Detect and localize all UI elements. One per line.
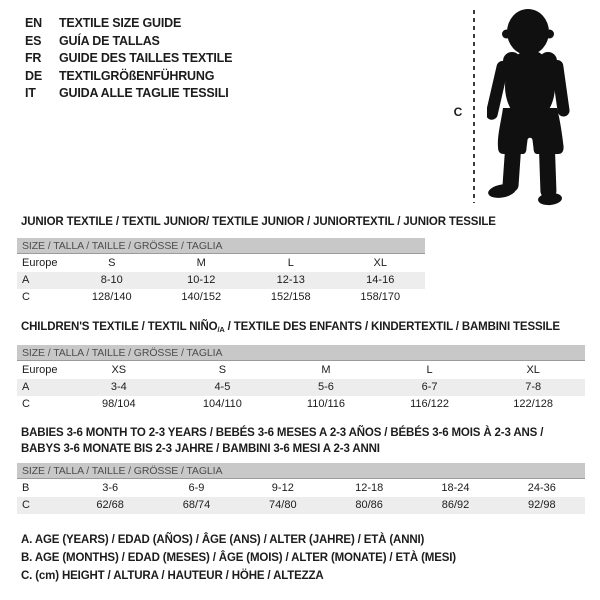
language-list [25,15,232,103]
table-cell: 80/86 [355,499,383,511]
table-row [17,497,585,514]
table-cell: 140/152 [181,291,222,303]
table-cell: 4-5 [214,381,231,393]
height-marker-label: C [453,105,463,119]
table-cell: 98/104 [101,398,136,410]
table-cell: M [321,364,331,376]
table-cell: 128/140 [91,291,132,303]
table-cell: XS [111,364,127,376]
language-row [25,50,232,68]
table-cell: 10-12 [187,274,216,286]
junior-size-table [17,255,425,306]
legend-notes [21,531,456,585]
table-row [17,255,425,272]
height-dashed-line [473,10,475,203]
table-cell: 12-18 [355,482,384,494]
row-label-cell: C [22,499,30,511]
legend-note-line: C. (cm) HEIGHT / ALTURA / HAUTEUR / HÖHE / ALTEZZA [21,570,324,582]
table-cell: S [108,257,116,269]
table-cell: 14-16 [366,274,395,286]
children-title-post: / TEXTILE DES ENFANTS / KINDERTEXTIL / BAMBINI TESSILE [224,321,560,333]
language-title: GUIDE DES TAILLES TEXTILE [59,51,233,65]
table-cell: 5-6 [318,381,334,393]
children-title-subscript: /A [217,325,225,334]
table-cell: XL [526,364,540,376]
table-cell: L [287,257,294,269]
junior-section-title: JUNIOR TEXTILE / TEXTIL JUNIOR/ TEXTILE JUNIOR / JUNIORTEXTIL / JUNIOR TESSILE [21,216,496,228]
table-row [17,362,585,379]
table-cell: 92/98 [528,499,556,511]
table-row [17,379,585,396]
table-row [17,289,425,306]
babies-size-table [17,480,585,514]
children-section-title [21,321,560,334]
table-cell: 12-13 [276,274,305,286]
legend-note-line: A. AGE (YEARS) / EDAD (AÑOS) / ÂGE (ANS) / ALTER (JAHRE) / ETÀ (ANNI) [21,534,425,546]
table-cell: 86/92 [441,499,470,511]
language-title: TEXTILE SIZE GUIDE [59,16,182,30]
language-code: ES [25,33,42,48]
table-cell: 110/116 [306,398,346,410]
language-title: TEXTILGRÖßENFÜHRUNG [59,68,215,83]
table-cell: 62/68 [96,499,124,511]
row-label-cell: C [22,398,30,410]
table-cell: 6-9 [188,482,205,494]
children-size-header-bar: SIZE / TALLA / TAILLE / GRÖSSE / TAGLIA [17,345,585,361]
language-title: GUÍA DE TALLAS [59,33,160,48]
row-label-cell: A [22,274,30,286]
table-cell: 18-24 [441,482,470,494]
table-cell: 7-8 [525,381,542,393]
babies-size-header-bar: SIZE / TALLA / TAILLE / GRÖSSE / TAGLIA [17,463,585,479]
baby-silhouette [487,4,593,206]
table-cell: 158/170 [360,291,401,303]
table-cell: 9-12 [271,482,294,494]
table-cell: 3-4 [110,381,127,393]
table-cell: 68/74 [182,499,211,511]
table-cell: S [218,364,227,376]
row-label-cell: Europe [22,364,58,376]
language-row [25,68,232,86]
language-row [25,15,232,33]
children-size-table [17,362,585,413]
language-code: FR [25,51,42,65]
babies-title-line1: BABIES 3-6 MONTH TO 2-3 YEARS / BEBÉS 3-6 MESES A 2-3 AÑOS / BÉBÉS 3-6 MOIS À 2-3 ANS / [21,427,544,439]
row-label-cell: Europe [22,257,58,269]
babies-section-title [21,426,543,457]
table-row [17,480,585,497]
table-cell: 104/110 [202,398,242,410]
row-label-cell: B [22,482,30,494]
table-cell: 3-6 [102,482,119,494]
table-cell: 6-7 [421,381,438,393]
table-cell: 8-10 [100,274,123,286]
legend-note-line: B. AGE (MONTHS) / EDAD (MESES) / ÂGE (MOIS) / ALTER (MONATE) / ETÀ (MESI) [21,552,456,564]
babies-title-line2: BABYS 3-6 MONATE BIS 2-3 JAHRE / BAMBINI 3-6 MESI A 2-3 ANNI [21,442,380,455]
table-cell: 116/122 [410,398,450,410]
table-cell: 122/128 [513,398,554,410]
language-code: DE [25,68,42,83]
table-cell: XL [373,257,387,269]
language-title: GUIDA ALLE TAGLIE TESSILI [59,86,229,100]
table-cell: M [196,257,206,269]
language-code: EN [25,16,42,30]
table-row [17,396,585,413]
table-cell: 74/80 [269,499,297,511]
table-cell: 152/158 [270,291,311,303]
table-cell: L [426,364,433,376]
language-code: IT [25,86,36,100]
row-label-cell: A [22,381,30,393]
junior-size-header-bar: SIZE / TALLA / TAILLE / GRÖSSE / TAGLIA [17,238,425,254]
row-label-cell: C [22,291,30,303]
table-cell: 24-36 [527,482,556,494]
children-title-pre: CHILDREN'S TEXTILE / TEXTIL NIÑO [21,321,218,333]
language-row [25,33,232,51]
language-row [25,85,232,103]
table-row [17,272,425,289]
